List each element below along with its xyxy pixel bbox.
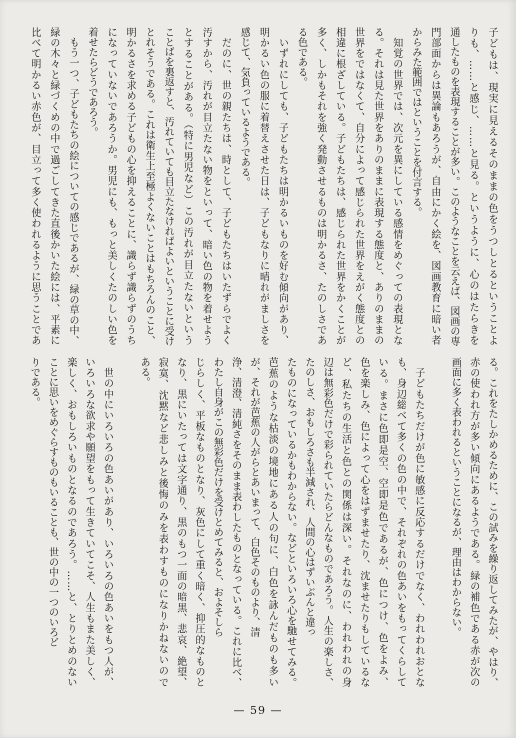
text-line: いる。まさに色即是空、空即是色であるが、色につけ、色をよみ、 <box>376 357 388 688</box>
text-column <box>384 27 403 346</box>
text-column <box>22 357 40 688</box>
text-line: 感じて、気負っているようである。 <box>238 27 250 187</box>
text-column <box>79 27 98 346</box>
text-line: 色を楽しみ、色によって心をはずませたり、沈ませたりもしているな <box>357 357 369 688</box>
text-column <box>327 27 346 346</box>
text-column <box>388 357 406 688</box>
text-line: 世界をではなくて、自分によって感じられた世界をえがく態度との <box>352 27 364 346</box>
text-column <box>77 357 95 688</box>
text-column <box>117 27 136 346</box>
text-line: 浄、清澄、清純さをそのまま表わしたものとなっている。これに比べ、 <box>229 357 241 688</box>
text-column <box>40 357 58 688</box>
text-column <box>242 357 260 688</box>
text-line: 緑の木々と緑づくめの中で過ごしてきた直後かいた絵には、平素に <box>47 27 59 346</box>
text-line: 門部面からは異論もあろうが、自由にかく絵を、図画教育に暗い者 <box>428 27 440 346</box>
text-line: ことばを裏返すと、汚れていても目立たなければよいということに受け <box>162 27 174 346</box>
text-line: る。これをたしかめるために、この試みを繰り返してみたが、やはり、 <box>486 357 497 688</box>
text-column <box>231 27 250 346</box>
text-line: 赤の使われ方が多い傾向にあるようである。緑の補色である赤が次の <box>467 357 479 688</box>
text-column <box>315 357 333 688</box>
text-column <box>441 27 460 346</box>
text-line: とれそうである。これは衛生上至極よくないことはもちろんのこと、 <box>143 27 155 346</box>
text-column <box>168 357 186 688</box>
text-column <box>269 27 288 346</box>
text-column <box>480 357 498 688</box>
text-column <box>297 357 315 688</box>
text-column <box>370 357 388 688</box>
text-column <box>150 357 168 688</box>
text-column <box>352 357 370 688</box>
text-line: りも、……と感じ、……と見る。というように、心のはたらきを <box>466 27 478 346</box>
text-line: 子どもは、現実に見えるそのままの色をうつしとるということよ <box>486 27 497 346</box>
text-column <box>278 357 296 688</box>
text-line: りである。 <box>28 357 40 407</box>
text-line: ど、私たちの生活と色との関係は深い。それなのに、われわれの身 <box>339 357 351 688</box>
text-line: 明かるい色の服に着替えさせた日は、子どもなりに晴れがましさを <box>257 27 269 346</box>
page-number: — 59 — <box>233 704 283 717</box>
text-line: が、それが芭蕉の人がらとあいまって、白色そのものより、清 <box>247 357 259 637</box>
text-line: 芭蕉のような枯淡の境地にある人の句に、白色を詠んだものも多い <box>266 357 278 688</box>
text-column <box>260 357 278 688</box>
text-column <box>60 27 79 346</box>
text-line: 明かるさを求める子どもの心を抑えることに、識らず識らずのうち <box>124 27 136 346</box>
text-line: 比べて明かるい赤色が、目立って多く使われるように思うことであ <box>28 27 40 346</box>
text-line: になっていないであろうか。男児にも、もっと美しくたのしい色を <box>105 27 117 346</box>
text-line: 知覚の世界では、次元を異にしている感情をめぐっての表現とな <box>390 27 402 346</box>
text-column <box>250 27 269 346</box>
text-column <box>422 27 441 346</box>
text-line: も、身辺総べて多くの色の中で、それぞれの色あいをもってくらして <box>394 357 406 688</box>
text-line: ことに思いをめぐらすものもいることも、世の中の一つのいろど <box>46 357 58 647</box>
text-line: じらしく、平板なものとなり、灰色にして重く暗く、抑圧的なものと <box>193 357 204 688</box>
paragraph-gap <box>425 357 443 688</box>
text-line: 通したものを表現することが多い。このようなことを云えば、図画の専 <box>447 27 459 346</box>
text-line: わたし自身がこの無彩色だけを受けとめてみると、およそしら <box>211 357 223 637</box>
text-column <box>406 357 424 688</box>
text-line: 画面に多く表われるということになるが、理由はわからない。 <box>449 357 461 637</box>
text-line: なり、黒にいたっては文字通り、黒のもつ一面の暗黒、悲哀、絶望、 <box>174 357 186 688</box>
text-column <box>403 27 422 346</box>
text-column <box>95 357 113 688</box>
text-column <box>41 27 60 346</box>
text-column <box>288 27 307 346</box>
text-line: 子どもたちだけが色に敏感に反応するだけでなく、われわれおとな <box>412 357 424 688</box>
text-column <box>460 27 479 346</box>
text-column <box>443 357 461 688</box>
text-column <box>365 27 384 346</box>
text-line: いろいろな欲求や願望をもって生きていてこそ、人生もまた美しく、 <box>83 357 95 688</box>
text-line: たものになっているかもわからない。などといろいろ心を馳せてみる。 <box>284 357 296 688</box>
text-line: たのしさ、おもしろさも半減され、人間の心はずいぶんと違っ <box>302 357 314 637</box>
text-column <box>346 27 365 346</box>
text-column <box>205 357 223 688</box>
text-column <box>136 27 155 346</box>
text-column <box>333 357 351 688</box>
text-column <box>212 27 231 346</box>
text-line: 世の中にいろいろの色あいがあり、いろいろの色あいをもつ人が、 <box>101 357 113 688</box>
text-column <box>461 357 479 688</box>
text-line: る。それは見た世界をありのままに表現する態度と、ありのままの <box>371 27 383 346</box>
lower-text-block <box>22 357 498 688</box>
text-column <box>132 357 150 688</box>
text-line: 着せたらどうであろう。 <box>86 27 98 137</box>
upper-text-block <box>22 27 498 346</box>
text-column <box>308 27 327 346</box>
text-column <box>174 27 193 346</box>
text-column <box>59 357 77 688</box>
text-column <box>223 357 241 688</box>
text-column <box>193 27 212 346</box>
text-line: 汚すから、汚れが目立たない物をといって、暗い色の物を着せよう <box>200 27 212 346</box>
text-column <box>187 357 205 688</box>
text-line: もう一つ、子どもたちの絵についての感じであるが、緑の草の中、 <box>66 27 78 346</box>
text-line: 楽しく、おもしろいものとなるのであろう。……と、とりとめのない <box>64 357 76 688</box>
text-line: ある。 <box>138 357 150 387</box>
paragraph-gap <box>113 357 131 688</box>
text-line: とすることがある。（特に男児など）この汚れが目立たないという <box>181 27 193 346</box>
text-line: 寂寞、沈黙など悲しみと後悔のみを表わすものになりかねないので <box>156 357 168 688</box>
text-column <box>98 27 117 346</box>
text-line: からみた範囲ではということを付言する。 <box>409 27 421 217</box>
text-line: 相違に根ざしている。子どもたちは、感じられた世界をかくことが <box>333 27 345 346</box>
text-line: 多く、しかもそれを強く発動させるものは明かるさ、たのしさであ <box>314 27 326 346</box>
text-line: だのに、世の親たちは、時として、子どもたちはいたずらでよく <box>219 27 231 346</box>
text-line: る色である。 <box>295 27 307 87</box>
text-line: いずれにしても、子どもたちは明かるいものを好む傾向があり、 <box>276 27 288 346</box>
text-column <box>155 27 174 346</box>
text-line: 辺は無彩色だけで彩られていたらどんなものであろう。人生の楽しさ、 <box>321 357 333 688</box>
text-column <box>22 27 41 346</box>
text-column <box>479 27 498 346</box>
